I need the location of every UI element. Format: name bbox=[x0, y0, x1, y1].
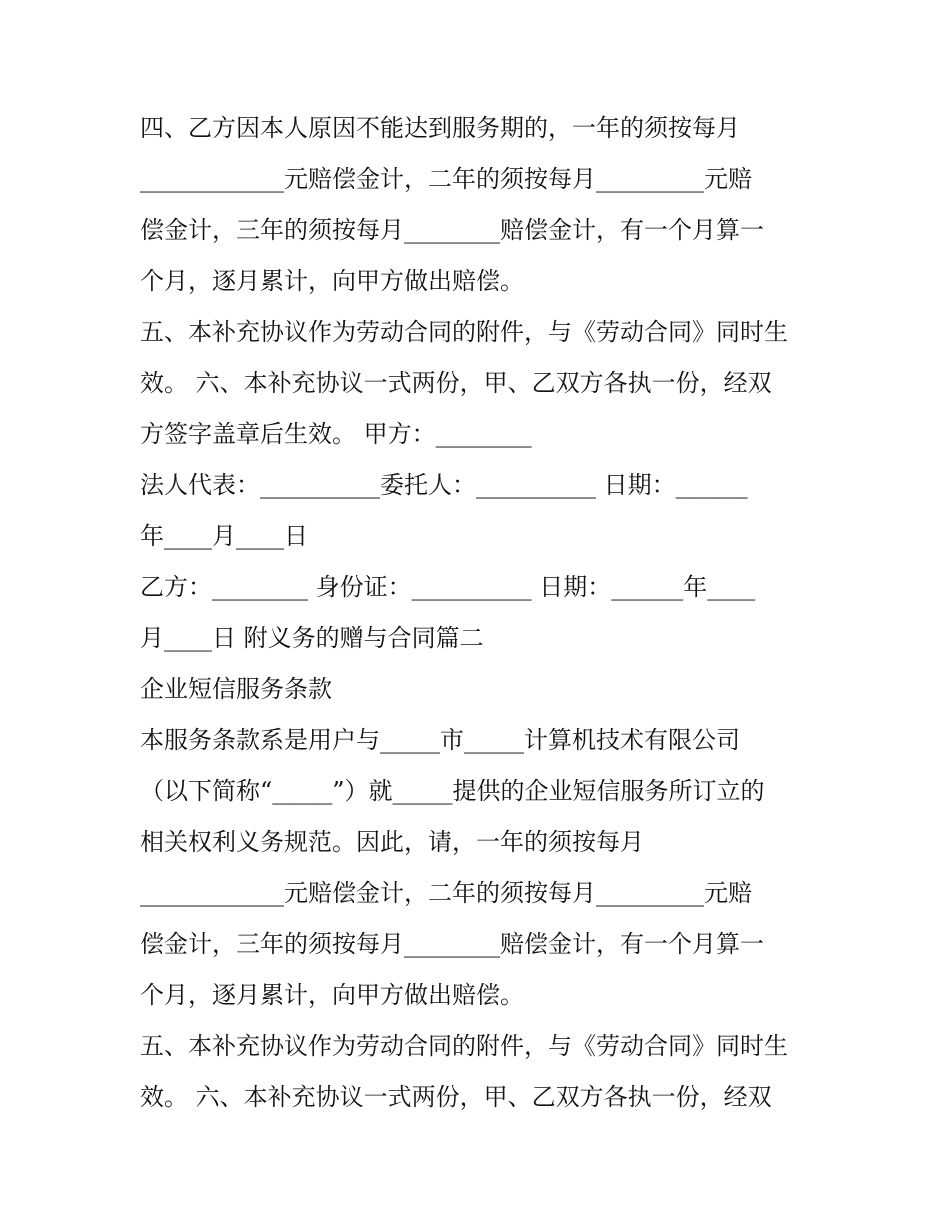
signature-line: 法人代表：__________委托人：__________ 日期：______ bbox=[140, 471, 748, 499]
paragraph-line: ____________元赔偿金计，二年的须按每月_________元赔 bbox=[140, 879, 752, 907]
paragraph-line: 个月，逐月累计，向甲方做出赔偿。 bbox=[140, 267, 524, 295]
paragraph-line: 效。 六、本补充协议一式两份，甲、乙双方各执一份，经双 bbox=[140, 1083, 772, 1111]
paragraph-line: 四、乙方因本人原因不能达到服务期的，一年的须按每月 bbox=[140, 114, 740, 142]
paragraph-line: ____________元赔偿金计，二年的须按每月_________元赔 bbox=[140, 165, 752, 193]
paragraph-line: 个月，逐月累计，向甲方做出赔偿。 bbox=[140, 981, 524, 1009]
signature-line: 乙方：________ 身份证：__________ 日期：______年____ bbox=[140, 573, 756, 601]
paragraph-line: 相关权利义务规范。因此，请，一年的须按每月 bbox=[140, 828, 644, 856]
date-line: 月____日 附义务的赠与合同篇二 bbox=[140, 624, 484, 652]
paragraph-line: 偿金计，三年的须按每月________赔偿金计，有一个月算一 bbox=[140, 216, 764, 244]
date-line: 年____月____日 bbox=[140, 522, 308, 550]
paragraph-line: 五、本补充协议作为劳动合同的附件，与《劳动合同》同时生 bbox=[140, 1032, 788, 1060]
section-heading: 企业短信服务条款 bbox=[140, 675, 332, 703]
paragraph-line: 偿金计，三年的须按每月________赔偿金计，有一个月算一 bbox=[140, 930, 764, 958]
paragraph-line: 效。 六、本补充协议一式两份，甲、乙双方各执一份，经双 bbox=[140, 369, 772, 397]
paragraph-line: 五、本补充协议作为劳动合同的附件，与《劳动合同》同时生 bbox=[140, 318, 788, 346]
paragraph-line: （以下简称“_____”）就_____提供的企业短信服务所订立的 bbox=[140, 777, 765, 805]
paragraph-line: 方签字盖章后生效。 甲方：________ bbox=[140, 420, 532, 448]
paragraph-line: 本服务条款系是用户与_____市_____计算机技术有限公司 bbox=[140, 726, 740, 754]
